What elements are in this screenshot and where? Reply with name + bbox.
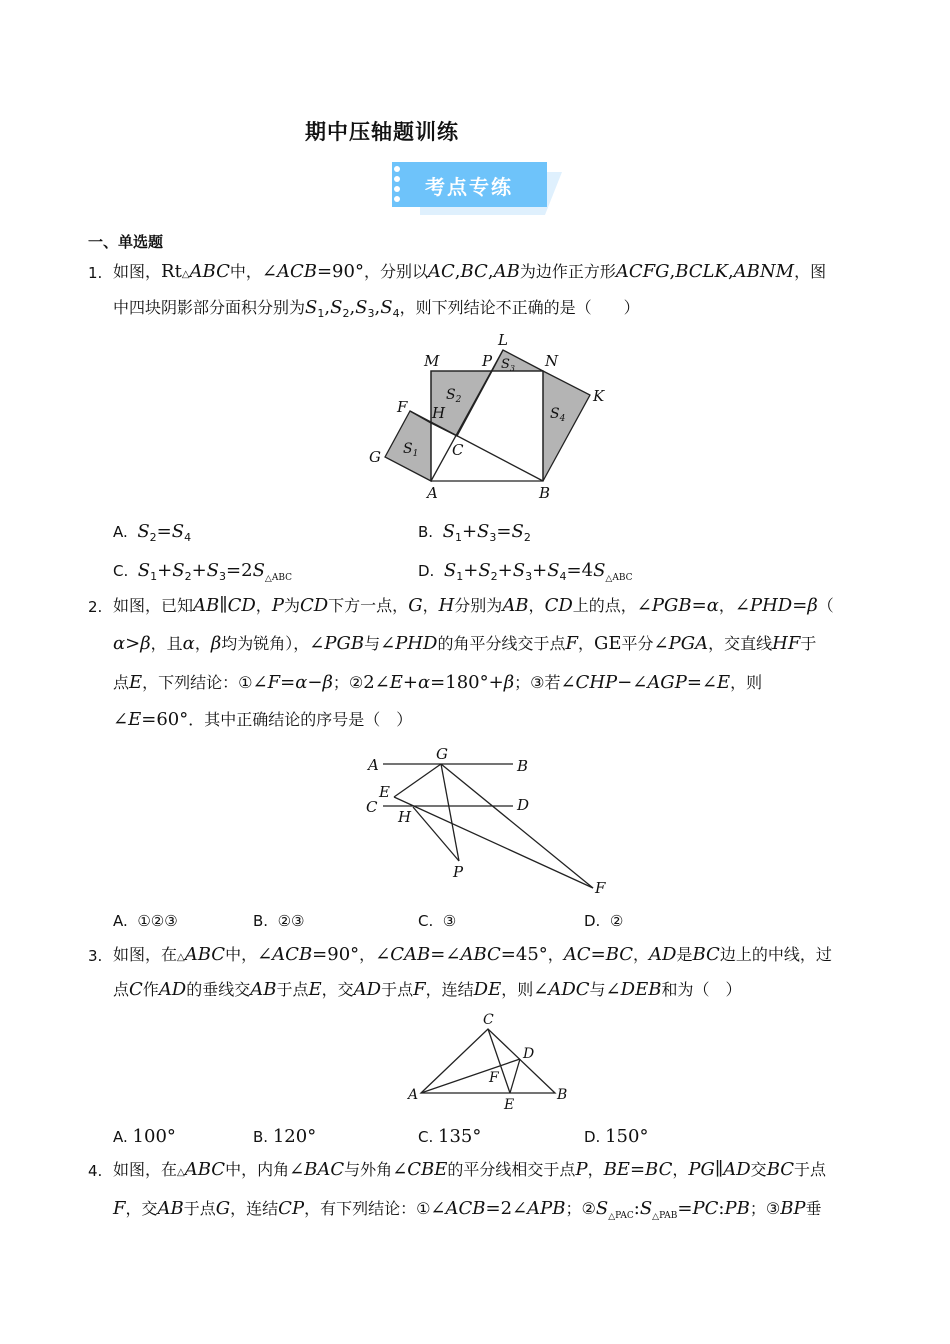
svg-text:C: C xyxy=(366,798,378,816)
option-key: A. xyxy=(113,523,128,541)
option-text: ②③ xyxy=(277,912,305,930)
option-text: 120° xyxy=(272,1126,317,1147)
option-text: ③ xyxy=(442,912,457,930)
option-text: 100° xyxy=(132,1126,176,1147)
option-key: D. xyxy=(418,562,435,580)
question-1-line-1: 如图，Rt△ABC中，∠ACB=90°，分别以AC,BC,AB为边作正方形ACFG,BCLK,ABNM，图 xyxy=(113,261,827,282)
question-1-number: 1. xyxy=(88,264,103,282)
question-2-line-2: α>β，且α，β均为锐角），∠PGB与∠PHD的角平分线交于点F，GE平分∠PGA，交直线HF于 xyxy=(113,633,817,654)
svg-text:S1: $S_1$ xyxy=(403,441,419,459)
option-text: ② xyxy=(609,912,624,930)
question-4-line-1: 如图，在△ABC中，内角∠BAC与外角∠CBE的平分线相交于点P，BE=BC，PG∥AD交BC于点 xyxy=(113,1159,827,1180)
option-key: B. xyxy=(253,912,269,930)
question-1-option-b[interactable]: B. $S_1+S_3=S_2$ xyxy=(418,521,531,544)
svg-text:C: C xyxy=(483,1012,494,1028)
question-3-option-a[interactable] xyxy=(113,1126,176,1147)
question-2-line-1: 如图，已知AB∥CD，P为CD下方一点，G，H分别为AB，CD上的点，∠PGB=α，∠PHD=β（ xyxy=(113,595,834,616)
svg-text:S2: $S_2$ xyxy=(446,387,462,405)
svg-text:K: K xyxy=(593,387,605,405)
option-text: ①②③ xyxy=(137,912,178,930)
option-key: B. xyxy=(253,1128,269,1146)
question-3-line-1: 如图，在△ABC中，∠ACB=90°，∠CAB=∠ABC=45°，AC=BC，AD是BC边上的中线，过 xyxy=(113,944,832,965)
option-key: A. xyxy=(113,912,128,930)
svg-text:P: P xyxy=(482,352,493,370)
svg-text:B: B xyxy=(517,757,529,775)
question-4-line-2: F，交AB于点G，连结CP，有下列结论：①∠ACB=2∠APB；$②S_{\triangle PAC}:S_{\triangle PAB}=PC:PB$；③BP垂 xyxy=(113,1198,822,1222)
svg-text:H: H xyxy=(398,808,412,826)
question-1-option-d[interactable]: D. $S_1+S_2+S_3+S_4=4S_{\triangle ABC}$ xyxy=(418,560,633,584)
svg-text:E: E xyxy=(379,783,390,801)
question-3-number: 3. xyxy=(88,947,103,965)
question-3-option-b[interactable] xyxy=(253,1126,316,1147)
svg-text:S4: $S_4$ xyxy=(550,406,566,424)
option-text: 150° xyxy=(605,1126,649,1147)
question-1-option-c[interactable]: C. $S_1+S_2+S_3=2S_{\triangle ABC}$ xyxy=(113,560,292,584)
question-2-line-4: ∠E=60°．其中正确结论的序号是（ ） xyxy=(113,709,413,730)
banner-label: 考点专练 xyxy=(425,175,513,199)
question-2-line-3: 点E，下列结论：①∠F=α−β；②2∠E+α=180°+β；③若∠CHP−∠AGP=∠E，则 xyxy=(113,672,763,693)
option-key: A. xyxy=(113,1128,128,1146)
page-title: 期中压轴题训练 xyxy=(305,120,459,144)
svg-text:E: E xyxy=(504,1097,515,1113)
svg-text:F: F xyxy=(595,879,606,897)
svg-text:G: G xyxy=(436,745,448,763)
svg-text:A: A xyxy=(427,484,438,502)
svg-text:N: N xyxy=(545,352,559,370)
question-4-number: 4. xyxy=(88,1162,103,1180)
svg-text:F: F xyxy=(397,398,408,416)
question-3-line-2: 点C作AD的垂线交AB于点E，交AD于点F，连结DE，则∠ADC与∠DEB和为（ ） xyxy=(113,979,742,1000)
svg-text:L: L xyxy=(498,331,508,349)
option-key: B. xyxy=(418,523,434,541)
svg-text:D: D xyxy=(523,1046,535,1062)
svg-text:F: F xyxy=(489,1070,499,1086)
svg-text:A: A xyxy=(368,756,379,774)
svg-text:H: H xyxy=(432,404,446,422)
option-key: C. xyxy=(418,1128,434,1146)
option-key: C. xyxy=(113,562,129,580)
question-3-option-c[interactable] xyxy=(418,1126,481,1147)
svg-text:D: D xyxy=(517,796,530,814)
option-key: C. xyxy=(418,912,434,930)
svg-text:M: M xyxy=(424,352,440,370)
option-key: D. xyxy=(584,912,601,930)
question-1-line-2: 中四块阴影部分面积分别为$S_1,S_2,S_3,S_4$，则下列结论不正确的是（ ） xyxy=(113,297,640,320)
section-heading: 一、单选题 xyxy=(88,233,164,251)
svg-text:G: G xyxy=(369,448,381,466)
svg-text:C: C xyxy=(452,441,464,459)
svg-text:P: P xyxy=(453,863,464,881)
question-3-option-d[interactable] xyxy=(584,1126,648,1147)
option-key: D. xyxy=(584,1128,601,1146)
svg-text:A: A xyxy=(408,1087,419,1103)
svg-text:B: B xyxy=(539,484,551,502)
svg-text:B: B xyxy=(557,1087,568,1103)
svg-text:S3: $S_3$ xyxy=(501,357,515,373)
question-2-number: 2. xyxy=(88,598,103,616)
option-text: 135° xyxy=(438,1126,482,1147)
question-1-option-a[interactable]: A. $S_2=S_4$ xyxy=(113,521,192,544)
